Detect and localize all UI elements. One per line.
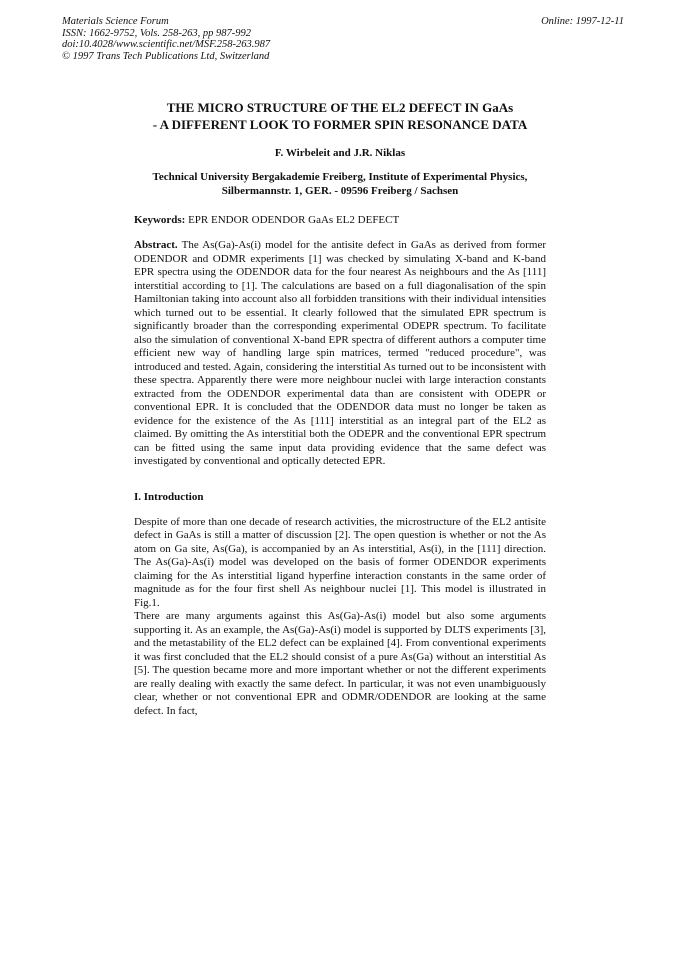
doi-line[interactable]: doi:10.4028/www.scientific.net/MSF.258-263.987 [62,39,271,51]
affiliation [134,170,546,198]
keywords [134,214,546,226]
affiliation-line-1: Technical University Bergakademie Freiberg, Institute of Experimental Physics, [152,171,528,183]
introduction-heading: I. Introduction [134,490,204,503]
title-line-1: THE MICRO STRUCTURE OF THE EL2 DEFECT IN GaAs [166,100,514,115]
issn-line: ISSN: 1662-9752, Vols. 258-263, pp 987-992 [62,27,251,39]
copyright-line: © 1997 Trans Tech Publications Ltd, Switzerland [62,50,270,62]
online-date: Online: 1997-12-11 [541,16,624,27]
keywords-label: Keywords: [134,214,186,226]
paper-body [134,100,546,718]
abstract-label: Abstract. [134,239,178,251]
authors: F. Wirbeleit and J.R. Niklas [274,147,406,159]
introduction-paragraph-2: There are many arguments against this As(Ga)-As(i) model but also some arguments supporting it. As an example, the As(Ga)-As(i) model is supported by DLTS experiments [3], and the metastability of the EL2 defect can be explained [4]. From conventional experiments it was first concluded that the EL2 should consist of a pure As(Ga) without an interstitial As [5]. The question became more and more important whether or not the different experiments are really dealing with exactly the same defect. In particular, it was not even unambiguously clear, whether or not conventional EPR and ODMR/ODENDOR are looking at the same defect. In fact, [134,610,546,717]
affiliation-line-2: Silbermannstr. 1, GER. - 09596 Freiberg / Sachsen [221,185,459,197]
introduction-paragraph-1: Despite of more than one decade of research activities, the microstructure of the EL2 antisite defect in GaAs is still a matter of discussion [2]. The open question is whether or not the As atom on Ga site, As(Ga), is accompanied by an As interstitial, As(i), in the [111] direction. The As(Ga)-As(i) model was developed on the basis of former ODENDOR experiments claiming for the As interstitial ligand hyperfine interaction constants in the same order of magnitude as for the four first shell As neighbour nuclei [1]. This model is illustrated in Fig.1. [134,515,546,609]
paper-title [134,100,546,133]
introduction-body [134,516,546,719]
journal-name: Materials Science Forum [62,16,169,27]
abstract-text: The As(Ga)-As(i) model for the antisite defect in GaAs as derived from former ODENDOR and ODMR experiments [1] was checked by simulating X-band and K-band EPR spectra using the ODENDOR data for the four nearest As neighbours and the As [111] interstitial according to [1]. The calculations are based on a full diagonalisation of the spin Hamiltonian taking into account also all forbidden transitions with their individual intensities which turned out to be essential. It clearly followed that the simulated EPR spectrum is significantly broader than the corresponding experimental ODEPR spectrum. To facilitate also the simulation of conventional X-band EPR spectra of different authors a computer time efficient new way of handling large spin matrices, termed "reduced procedure", was introduced and tested. Again, considering the interstitial As turned out to be inconsistent with these spectra. Apparently there were more neighbour nuclei with large interaction constants extracted from the ODENDOR experimental data than are consistent with ODEPR or conventional EPR. It is concluded that the ODENDOR data must no longer be taken as evidence for the existence of the As [111] interstitial as an integral part of the EL2 as claimed. By omitting the As interstitial both the ODEPR and the conventional EPR spectrum can be fitted using the same input data providing evidence that the same defect was investigated by conventional and optically detected EPR. [134,239,546,467]
title-line-2: - A DIFFERENT LOOK TO FORMER SPIN RESONANCE DATA [152,116,528,132]
abstract [134,239,546,469]
keywords-text: EPR ENDOR ODENDOR GaAs EL2 DEFECT [185,214,400,226]
journal-header [62,16,622,62]
